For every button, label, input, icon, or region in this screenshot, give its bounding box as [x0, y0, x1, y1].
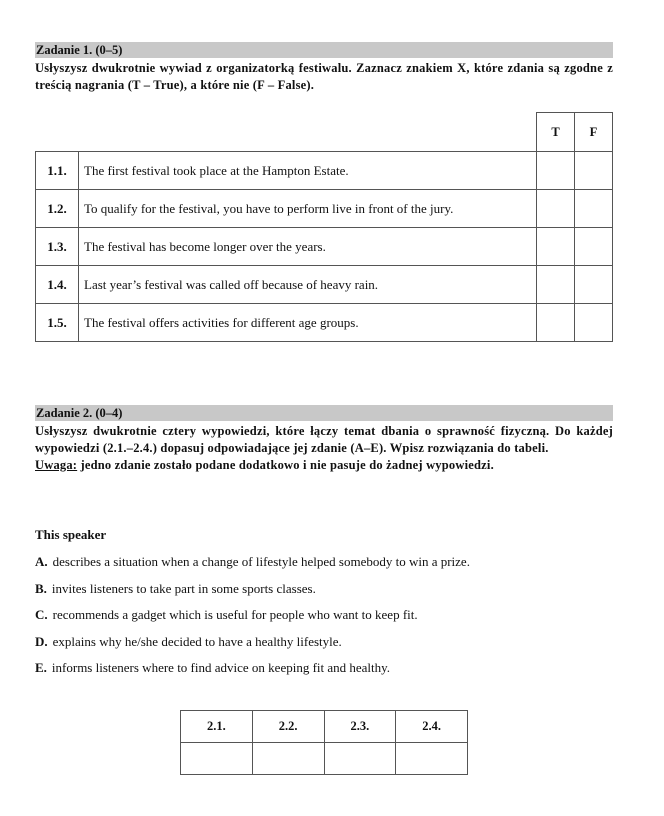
answer-cell-t[interactable] [537, 190, 575, 228]
note-label: Uwaga: [35, 458, 78, 472]
option-text: recommends a gadget which is useful for people who want to keep fit. [52, 607, 418, 622]
statement-text: The festival offers activities for different age groups. [79, 304, 537, 342]
answer-header: 2.2. [252, 711, 324, 743]
statement-text: The first festival took place at the Hampton Estate. [79, 152, 537, 190]
list-item [35, 550, 470, 577]
answer-cell-f[interactable] [575, 228, 613, 266]
option-letter: C. [35, 607, 48, 622]
list-item [35, 603, 470, 630]
table-row [36, 266, 613, 304]
statement-text: The festival has become longer over the years. [79, 228, 537, 266]
answer-header: 2.1. [181, 711, 253, 743]
answer-cell-t[interactable] [537, 266, 575, 304]
answer-table [180, 710, 468, 775]
list-item [35, 577, 470, 604]
statement-number: 1.3. [36, 228, 79, 266]
option-letter: E. [35, 660, 47, 675]
option-text: explains why he/she decided to have a healthy lifestyle. [52, 633, 342, 649]
answer-header-row [181, 711, 468, 743]
note-text: jedno zdanie zostało podane dodatkowo i nie pasuje do żadnej wypowiedzi. [77, 458, 494, 472]
tf-header-row [36, 113, 613, 152]
table-row [36, 152, 613, 190]
statement-number: 1.5. [36, 304, 79, 342]
option-letter: A. [35, 554, 48, 569]
statement-number: 1.4. [36, 266, 79, 304]
tf-header-f: F [575, 113, 613, 152]
answer-cell[interactable] [396, 743, 468, 775]
statement-text: To qualify for the festival, you have to perform live in front of the jury. [79, 190, 537, 228]
true-false-table [35, 112, 613, 342]
task1-header: Zadanie 1. (0–5) [35, 42, 613, 58]
answer-cell[interactable] [181, 743, 253, 775]
answer-cell-t[interactable] [537, 228, 575, 266]
answer-cell-f[interactable] [575, 190, 613, 228]
statement-number: 1.2. [36, 190, 79, 228]
task1-instruction [35, 60, 613, 94]
statement-number: 1.1. [36, 152, 79, 190]
answer-header: 2.3. [324, 711, 396, 743]
option-text: informs listeners where to find advice on keeping fit and healthy. [51, 660, 391, 675]
task2-note [35, 457, 613, 474]
answer-header: 2.4. [396, 711, 468, 743]
answer-cell[interactable] [324, 743, 396, 775]
options-list [35, 550, 470, 683]
statement-text: Last year’s festival was called off because of heavy rain. [79, 266, 537, 304]
option-text: invites listeners to take part in some sports classes. [51, 580, 316, 596]
task2-header: Zadanie 2. (0–4) [35, 405, 613, 421]
table-row [36, 228, 613, 266]
list-item [35, 656, 470, 683]
tf-header-t: T [537, 113, 575, 152]
task1-instruction-text: Usłyszysz dwukrotnie wywiad z organizatorką festiwalu. Zaznacz znakiem X, które zdania są zgodne z treścią nagrania (T – True), a które nie (F – False). [35, 61, 613, 92]
option-text: describes a situation when a change of lifestyle helped somebody to win a prize. [52, 554, 470, 569]
tf-header-blank [36, 113, 537, 152]
answer-cell-f[interactable] [575, 152, 613, 190]
answer-row [181, 743, 468, 775]
answer-cell[interactable] [252, 743, 324, 775]
option-letter: B. [35, 580, 47, 596]
list-item [35, 630, 470, 657]
answer-cell-t[interactable] [537, 152, 575, 190]
table-row [36, 304, 613, 342]
answer-cell-f[interactable] [575, 304, 613, 342]
table-row [36, 190, 613, 228]
task2-instruction [35, 423, 613, 474]
answer-cell-t[interactable] [537, 304, 575, 342]
speaker-title: This speaker [35, 527, 107, 542]
task2-instruction-text: Usłyszysz dwukrotnie cztery wypowiedzi, które łączy temat dbania o sprawność fizyczną. Do każdej wypowiedzi (2.1.–2.4.) dopasuj odpowiadające jej zdanie (A–E). Wpisz rozwiązania do tabeli. [35, 424, 613, 455]
answer-cell-f[interactable] [575, 266, 613, 304]
option-letter: D. [35, 633, 48, 649]
